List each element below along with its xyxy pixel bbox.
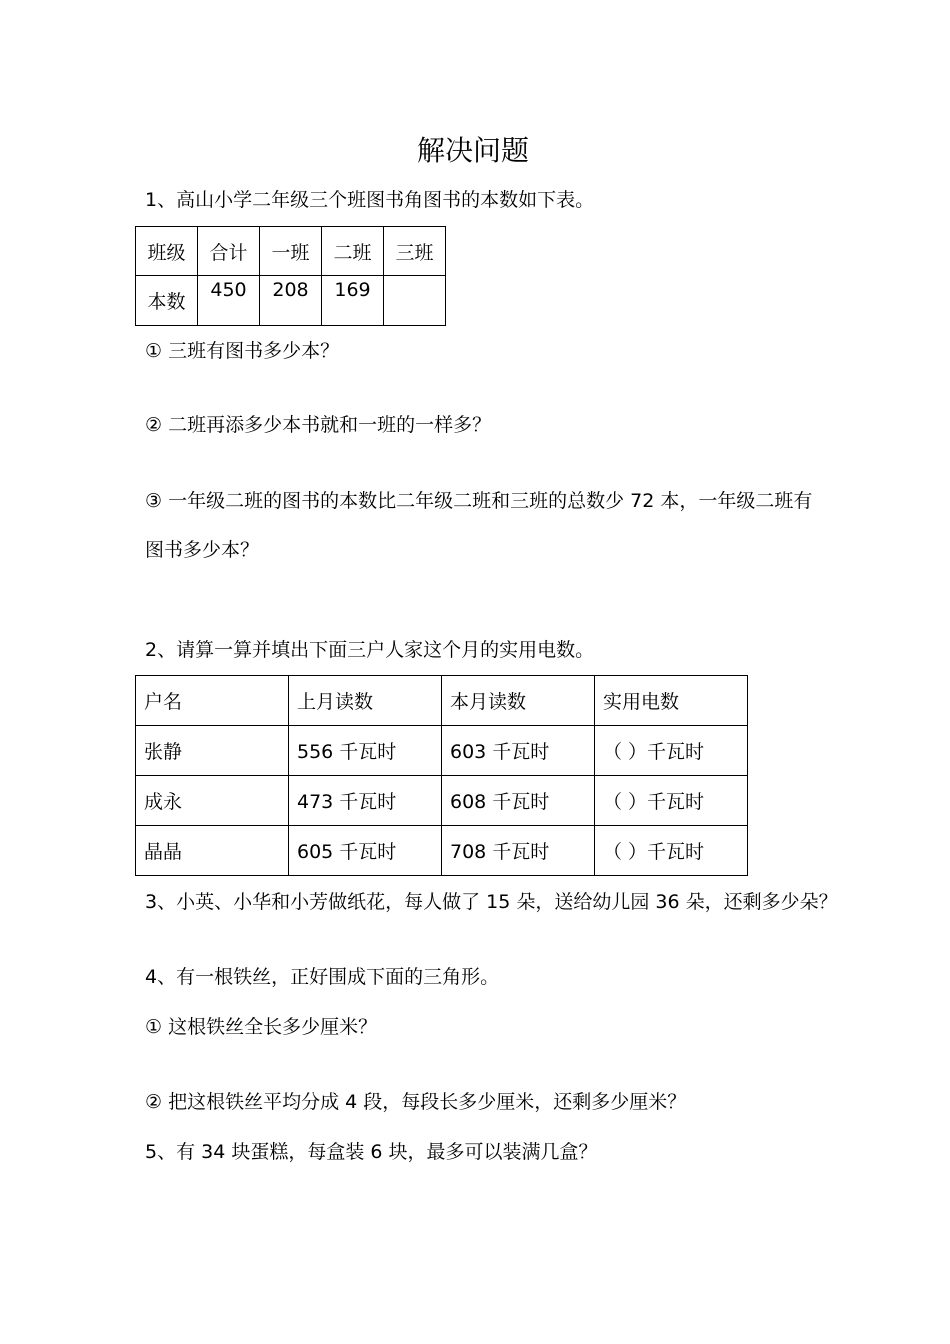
- table-cell: 208: [260, 276, 322, 326]
- question-1-sub-2: ② 二班再添多少本书就和一班的一样多？: [145, 414, 492, 436]
- electricity-table: [135, 675, 748, 876]
- table-cell: 169: [322, 276, 384, 326]
- table-cell: 一班: [260, 227, 322, 276]
- question-1-stem: 1、高山小学二年级三个班图书角图书的本数如下表。: [145, 189, 595, 211]
- table-cell: 605 千瓦时: [289, 826, 442, 876]
- question-1-sub-3-line-2: 图书多少本？: [145, 539, 260, 561]
- question-4-sub-2: ② 把这根铁丝平均分成 4 段，每段长多少厘米，还剩多少厘米？: [145, 1091, 687, 1113]
- table-cell: 473 千瓦时: [289, 776, 442, 826]
- table-cell: 本月读数: [442, 676, 595, 726]
- question-2-stem: 2、请算一算并填出下面三户人家这个月的实用电数。: [145, 639, 595, 661]
- question-4-stem: 4、有一根铁丝，正好围成下面的三角形。: [145, 966, 500, 988]
- question-5-stem: 5、有 34 块蛋糕，每盒装 6 块，最多可以装满几盒？: [145, 1141, 598, 1163]
- table-cell: 晶晶: [136, 826, 289, 876]
- table-header-row: [136, 676, 748, 726]
- table-cell: 班级: [136, 227, 198, 276]
- table-cell: 556 千瓦时: [289, 726, 442, 776]
- table-cell: 实用电数: [595, 676, 748, 726]
- table-cell-answer: （ ）千瓦时: [595, 776, 748, 826]
- question-1-sub-3-line-1: ③ 一年级二班的图书的本数比二年级二班和三班的总数少 72 本，一年级二班有: [145, 490, 813, 512]
- question-3-stem: 3、小英、小华和小芳做纸花，每人做了 15 朵，送给幼儿园 36 朵，还剩多少朵？: [145, 891, 838, 913]
- table-cell: 本数: [136, 276, 198, 326]
- table-cell: 户名: [136, 676, 289, 726]
- table-cell-answer: （ ）千瓦时: [595, 826, 748, 876]
- table-cell: 708 千瓦时: [442, 826, 595, 876]
- table-cell: 成永: [136, 776, 289, 826]
- table-cell: 603 千瓦时: [442, 726, 595, 776]
- table-row: [136, 276, 446, 326]
- question-1-sub-1: ① 三班有图书多少本？: [145, 340, 340, 362]
- table-cell-answer: （ ）千瓦时: [595, 726, 748, 776]
- book-count-table: [135, 226, 446, 326]
- table-cell: 二班: [322, 227, 384, 276]
- table-cell: 张静: [136, 726, 289, 776]
- question-4-sub-1: ① 这根铁丝全长多少厘米？: [145, 1016, 378, 1038]
- table-cell: 608 千瓦时: [442, 776, 595, 826]
- table-row: [136, 726, 748, 776]
- page-title: 解决问题: [417, 134, 530, 167]
- table-row: [136, 776, 748, 826]
- table-header-row: [136, 227, 446, 276]
- table-cell: 三班: [384, 227, 446, 276]
- table-cell: 上月读数: [289, 676, 442, 726]
- table-row: [136, 826, 748, 876]
- table-cell: 合计: [198, 227, 260, 276]
- table-cell-blank: [384, 276, 446, 326]
- table-cell: 450: [198, 276, 260, 326]
